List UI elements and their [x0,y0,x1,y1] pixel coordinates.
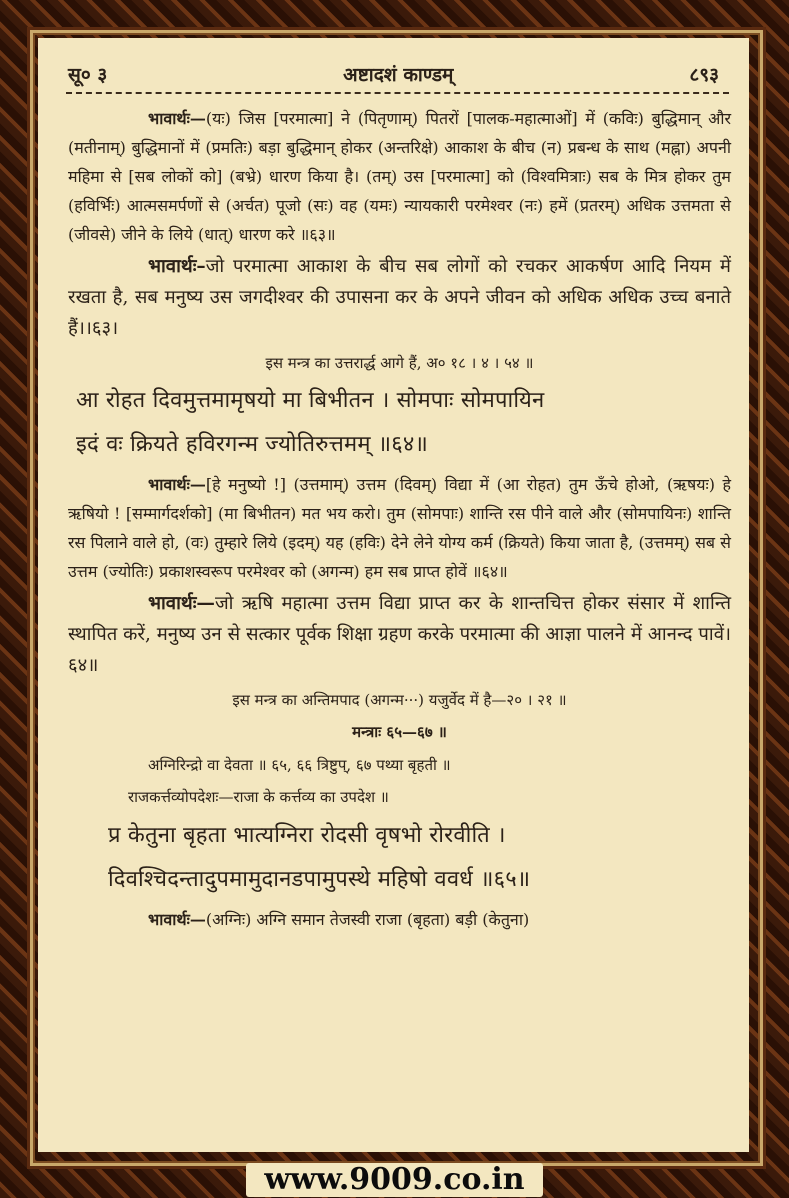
bhavartha-label: भावार्थः— [148,109,206,128]
page-content [68,104,731,1152]
mantra-65-line-2: दिवश्चिदन्तादुपमामुदानडपामुपस्थे महिषो ववर्ध ॥६५॥ [108,867,531,892]
page-number: ८९३ [689,64,719,86]
kanda-title: अष्टादशं काण्डम् [343,64,454,86]
paragraph-63-summary [68,251,731,344]
paragraph-64-meaning [68,470,731,586]
devata-line: अग्निरिन्द्रो वा देवता ॥ ६५, ६६ त्रिष्टुप्, ६७ पथ्या बृहती ॥ [148,756,451,774]
paragraph-text: जो ऋषि महात्मा उत्तम विद्या प्राप्त कर के शान्तचित्त होकर संसार में शान्ति स्थापित करें, मनुष्य उन से सत्कार पूर्वक शिक्षा ग्रहण करके परमात्मा की आज्ञा पालने में आनन्द पावें।६४॥ [68,593,731,676]
page [38,38,749,1152]
note-uttarardha: इस मन्त्र का उत्तरार्द्ध आगे हैं, अ० १८ । ४ । ५४ ॥ [265,354,534,372]
website-url[interactable]: www.9009.co.in [246,1163,542,1197]
note-yajurveda: इस मन्त्र का अन्तिमपाद (अगन्म···) यजुर्वेद में है—२० । २१ ॥ [232,691,567,709]
upadesha-line: राजकर्त्तव्योपदेशः—राजा के कर्त्तव्य का उपदेश ॥ [128,788,389,806]
paragraph-63-meaning [68,104,731,249]
footer [0,1162,789,1198]
mantra-64-line-1: आ रोहत दिवमुत्तमामृषयो मा बिभीतन । सोमपाः सोमपायिन [76,388,545,413]
paragraph-65-meaning [68,905,731,934]
paragraph-text: (यः) जिस [परमात्मा] ने (पितृणाम्) पितरों [पालक-महात्माओं] में (कविः) बुद्धिमान् और (मतीनाम्) बुद्धिमानों में (प्रमतिः) बड़ा बुद्धिमान् होकर (अन्तरिक्षे) आकाश के बीच (न) प्रबन्ध के साथ (मह्ना) अपनी महिमा से [सब लोकों को] (बभ्रे) धारण किया है। (तम्) उस [परमात्मा] को (विश्वमित्राः) सब के मित्र होकर तुम (हविर्भिः) आत्मसमर्पणों से (अर्चत) पूजो (सः) वह (यमः) न्यायकारी परमेश्वर (नः) हमें (प्रतरम्) अधिक उत्तमता से (जीवसे) जीने के लिये (धात्) धारण करे ॥६३॥ [68,109,731,244]
bhavartha-label: भावार्थः— [148,910,206,929]
paragraph-text: (अग्निः) अग्नि समान तेजस्वी राजा (बृहता) बड़ी (केतुना) [205,910,530,929]
header-divider [66,92,729,94]
mantra-65-line-1: प्र केतुना बृहता भात्यग्निरा रोदसी वृषभो रोरवीति । [108,823,506,848]
mantras-heading: मन्त्राः ६५—६७ ॥ [352,723,447,741]
bhavartha-label: भावार्थः– [148,256,206,277]
mantra-64-line-2: इदं वः क्रियते हविरगन्म ज्योतिरुत्तमम् ॥६४॥ [76,432,428,457]
bhavartha-label: भावार्थः— [148,593,215,614]
page-header [68,60,719,88]
paragraph-text: जो परमात्मा आकाश के बीच सब लोगों को रचकर आकर्षण आदि नियम में रखता है, सब मनुष्य उस जगदीश्वर की उपासना कर के अपने जीवन को अधिक अधिक उच्च बनाते हैं।।६३। [68,256,731,339]
sutra-number: सू० ३ [68,64,108,86]
paragraph-64-summary [68,588,731,681]
paragraph-text: [हे मनुष्यो !] (उत्तमाम्) उत्तम (दिवम्) विद्या में (आ रोहत) तुम ऊँचे होओ, (ऋषयः) हे ऋषियो ! [सम्मार्गदर्शको] (मा बिभीतन) मत भय करो। तुम (सोमपाः) शान्ति रस पीने वाले और (सोमपायिनः) शान्ति रस पिलाने वाले हो, (वः) तुम्हारे लिये (इदम्) यह (हविः) देने लेने योग्य कर्म (क्रियते) किया जाता है, (उत्तमम्) सब से उत्तम (ज्योतिः) प्रकाशस्वरूप परमेश्वर को (अगन्म) हम सब प्राप्त होवें ॥६४॥ [68,475,731,581]
bhavartha-label: भावार्थः— [148,475,206,494]
